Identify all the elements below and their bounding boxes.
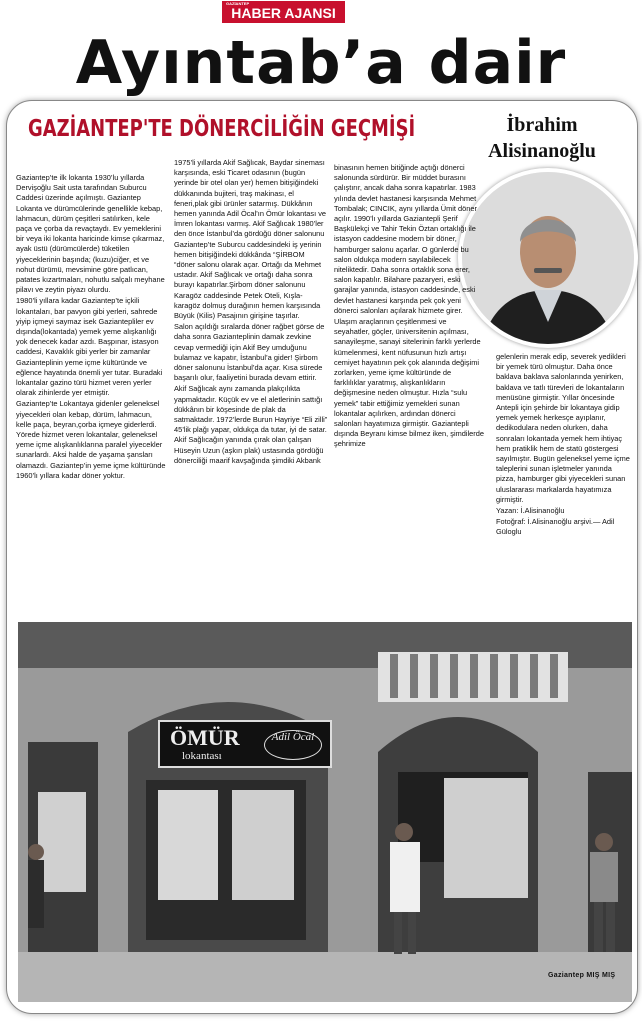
article-column-2 [174,158,328,467]
author-portrait [458,168,638,348]
column-paragraph: 1980’li yıllara kadar Gaziantep’te içkili lokantaları, bar pavyon gibi yerleri, sahrede yiyip içmeyi saymaz isek Gaziantepliler ev dışında(lokantada) yemek yeme alışkanlığı yok denecek kadar azdı. Başpınar, istasyon caddesi, Kavaklık gibi yerler bir zamanlar Gazianteplinin yeme içme kültüründe ve eğlence hayatında önemli yer tutar. Buradaki lokantalar gazino türü hizmet veren yerler olarak zihinlerde yer etmiştir. [16,296,163,398]
column-paragraph: Akif Sağlıcak aynı zamanda plakçılıkta yapmaktadır. Küçük ev ve el aletlerinin sattığı dükkânın bir köşesinde de plak da satmaktadır. 1972’lerde Burun Hayriye “Eli zilli” 45’lik plağı yapar, oldukça da tutar, iyi de satar. Akif Sağlıcağın yanında çırak olan çalışan Hüseyin Uzun (aşkın plak) ustasında gördüğü dönerciliği maarif kavşağında şimdiki Akbank [174,384,328,465]
column-paragraph: Ulaşım araçlarının çeşitlenmesi ve seyahatler, göçler, üniversitenin açılması, sanayileşme, sanayi sitelerinin farklı yerlerde kümelenmesi, kent nüfusunun hızlı artışı cemiyet hayatının pek çok alanında değişimi zorlarken, yeme içme kültüründe de farklılıklar yaratmış, alışkanlıkların değişmesine neden olmuştur. Hızla “sulu yemek” tabir ettiğimiz yemekleri sunan lokantalar açılırken, ardından dönerci salonları hayatımıza girmiştir. Gaziantepli dışında Beyranı kimse bilmez iken, şimdilerde şehrimize [334,317,484,449]
portrait-image [462,172,634,344]
column-paragraph: Salon açıldığı sıralarda döner rağbet görse de daha sonra Gazianteplinin damak zevkine cevap vermediği için Akif Bey umduğunu bulamaz ve kapatır, İstanbul’a gider! Şirbom döner salonunu İstanbul’da açar. Kısa sürede başarılı olur, faaliyetini burada devam ettirir. [174,322,325,383]
badge-label: HABER AJANSI [231,5,336,21]
sign-subtitle: lokantası [182,750,222,762]
column-paragraph: Gaziantep’te ilk lokanta 1930’lu yıllarda Dervişoğlu Sait usta tarafından Suburcu Caddesi üzerinde açılmıştı. Gaziantep Lokanta ve dürümcülerinde genellikle kebap, lahmacun, dürüm çeşitleri satılırken, kele paça ve çorba da revaçtaydı. Ev yemeklerini bir veya iki lokanta haricinde kimse çıkarmaz, ayak üstü (dürümcülerde) tüketilen yiyeceklerinin başında; (kuzu)ciğer, et ve nohut dürümü, mevsimine göre patlıcan, patates kızartmaları, nohutlu salçalı meyhane pilavı ve zeytin piyazı olurdu. [16,173,165,295]
restaurant-sign [158,720,332,768]
footer-logo: Gaziantep MIŞ MIŞ [548,972,616,979]
column-paragraph: binasının hemen bitiğinde açtığı dönerci salonunda sürdürür. Bir müddet burasını çalıştırır, ancak daha sonra kapatırlar. 1983 yılında devlet hastanesi karşısında Mehmet Tombalak; CINCIK, aynı yıllarda Ümit döner açılır. 1990’lı yıllarda Gaziantepli Şerif Başkülekçi ve Tahir Tekin Öztan ortaklığı ile istasyon caddesine modern bir döner, hamburger salonu açarlar. O günlerde bu salon oldukça modern sayılabilecek niteliktedir. Daha sonra ortaklık sona erer, salon kapatılır. Bilahare pazaryeri, eski garajlar yanında, istasyon caddesinde, eski devlet hastanesi karşında pek çok yeni dönerci salonları açılarak hizmete girer. [334,163,477,315]
author-name [452,112,632,164]
storefront-illustration [18,622,632,1002]
masthead-title: Ayıntab’a dair [75,28,567,98]
author-first-name: İbrahim [506,114,578,136]
article-headline: GAZİANTEP'TE DÖNERCİLİĞİN GEÇMİŞİ [28,116,416,142]
badge-small-text: GAZİANTEP [226,1,250,6]
sign-owner: Adil Öcal [264,730,322,760]
sign-name: ÖMÜR [170,725,240,750]
article-column-1 [16,173,166,482]
photo-credit: Fotoğraf: İ.Alisinanoğlu arşivi.— Adil Güloglu [496,517,615,537]
article-column-4 [496,352,630,539]
article-column-3 [334,163,484,451]
column-paragraph: 1975’li yıllarda Akif Sağlıcak, Baydar sineması karşısında, eski Ticaret odasının (bugün yerinde bir otel olan yer) hemen bitişiğindeki dükkanında bujiteri, traş makinası, el feneri,plak gibi ürünler satarmış. Dükkânın hemen yanında Adil Öcal’ın Ömür lokantası ve İmren lokantası varmış. Akif Sağlıcak 1980’ler den önce İstanbul’da gördüğü döner salonunu Gaziantep’te Suburcu caddesindeki iş yerinin hemen bitişiğindeki dükkânda “ŞİRBOM “döner salonu olarak açar. Ortağı da Mehmet ustadır. Akif Sağlıcak ve ortağı daha sonra burayı kapatırlar.Şirbom döner salonunu Karagöz caddesinde Petek Oteli, Kışla-karagöz dolmuş durağının hemen karşısında Büyük (Kilis) Pasajının girişine taşırlar. [174,158,326,321]
byline: Yazan: İ.Alisinanoğlu [496,506,565,516]
column-paragraph: gelenlerin merak edip, severek yedikleri bir yemek türü olmuştur. Daha önce baklava baklava salonlarında yenirken, baklava ve tatlı türevleri de lokantaların menüsüne girmiştir. Yıllar öncesinde Antepli için şehirde bir lokantaya gidip yemek yemek herkesçe ayıplanır, dedikodulara neden olurken, daha sonraları lokantada yemek hem ihtiyaç hem pratiklik hem de statü göstergesi sayılmıştır. Bugün geleneksel yeme içme taleplerini sunan işletmeler yanında pizza, hamburger gibi yiyecekleri sunan uluslararası markalarda hayatımıza girmiştir. [496,352,630,504]
column-paragraph: Gaziantep’te Lokantaya gidenler geleneksel yiyecekleri olan kebap, dürüm, lahmacun, kelle paça, beyran,çorba içmeye giderlerdi. Yörede hizmet veren lokantalar, geleneksel yeme içme alışkanlıklarına paralel yiyecekler sunarlardı. Aksi halde de yaşama şansları olamazdı. Gaziantep’in yeme içme kültüründe 1960’lı yıllara kadar döner yoktur. [16,399,166,480]
agency-badge [222,1,345,23]
author-last-name: Alisinanoğlu [488,140,596,162]
archive-photo [18,622,632,1002]
